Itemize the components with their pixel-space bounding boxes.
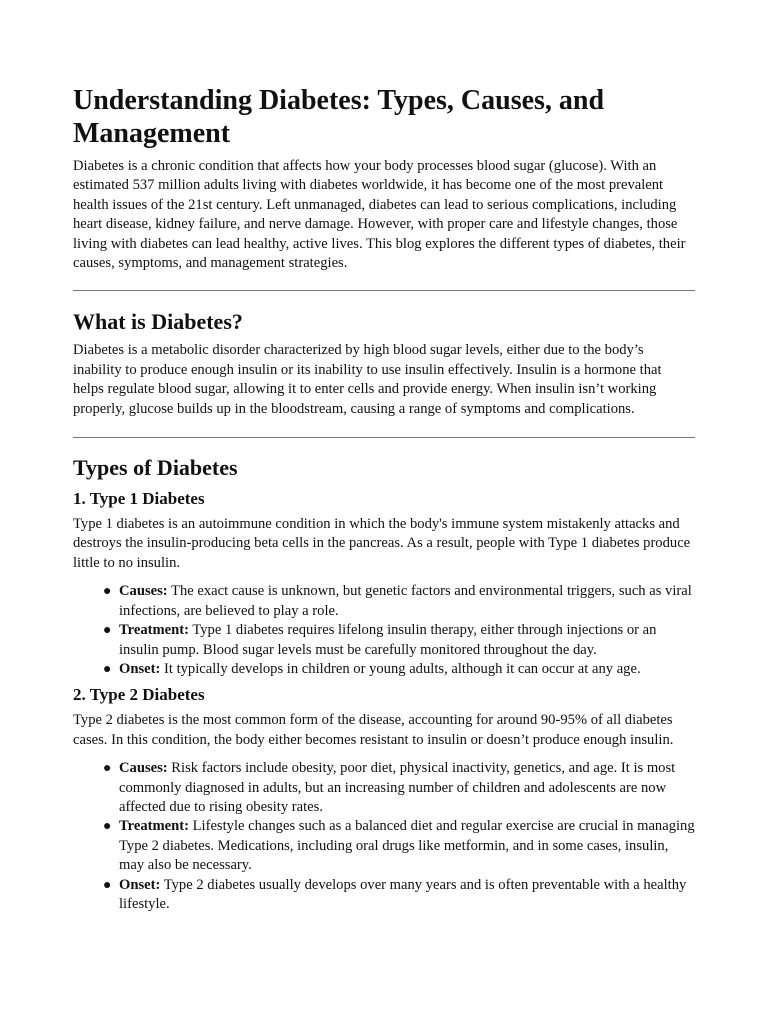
section-divider <box>73 290 695 291</box>
bullet-icon: ● <box>103 877 112 893</box>
list-item <box>103 621 695 660</box>
list-item <box>103 759 695 817</box>
types-heading: Types of Diabetes <box>73 455 238 481</box>
bullet-icon: ● <box>103 584 112 600</box>
section-divider <box>73 437 695 438</box>
bullet-icon: ● <box>103 819 112 835</box>
list-item-label: Onset: <box>119 876 161 893</box>
type2-list <box>73 759 695 914</box>
type2-heading: 2. Type 2 Diabetes <box>73 685 205 705</box>
type1-paragraph: Type 1 diabetes is an autoimmune condition in which the body's immune system mistakenly attacks and destroys the insulin-producing beta cells in the pancreas. As a result, people with Type 1 diabetes produce little to no insulin. <box>73 516 691 571</box>
type1-list <box>73 582 695 679</box>
list-item-text: Risk factors include obesity, poor diet, physical inactivity, genetics, and age. It is most commonly diagnosed in adults, but an increasing number of children and adolescents are now affected due to rising obesity rates. <box>119 760 676 815</box>
list-item <box>103 582 695 621</box>
what-is-diabetes-paragraph: Diabetes is a metabolic disorder characterized by high blood sugar levels, either due to the body’s inability to produce enough insulin or its inability to use insulin effectively. Insulin is a hormone that helps regulate blood sugar, allowing it to enter cells and provide energy. When insulin isn’t working properly, glucose builds up in the bloodstream, causing a range of symptoms and complications. <box>73 342 662 417</box>
list-item <box>103 817 695 875</box>
list-item-label: Causes: <box>119 760 168 777</box>
bullet-icon: ● <box>103 623 112 639</box>
list-item-text: It typically develops in children or young adults, although it can occur at any age. <box>160 660 641 677</box>
type2-paragraph: Type 2 diabetes is the most common form of the disease, accounting for around 90-95% of all diabetes cases. In this condition, the body either becomes resistant to insulin or doesn’t produce enough insulin. <box>73 712 674 748</box>
list-item-text: Type 2 diabetes usually develops over many years and is often preventable with a healthy lifestyle. <box>119 876 687 912</box>
list-item <box>103 876 695 915</box>
bullet-icon: ● <box>103 661 112 677</box>
list-item-text: Lifestyle changes such as a balanced diet and regular exercise are crucial in managing Type 2 diabetes. Medications, including oral drugs like metformin, and in some cases, insulin, may also be necessary. <box>119 818 695 874</box>
list-item-text: The exact cause is unknown, but genetic factors and environmental triggers, such as viral infections, are believed to play a role. <box>119 583 692 619</box>
list-item-label: Treatment: <box>119 622 189 639</box>
list-item-text: Type 1 diabetes requires lifelong insulin therapy, either through injections or an insulin pump. Blood sugar levels must be carefully monitored throughout the day. <box>119 622 657 658</box>
bullet-icon: ● <box>103 761 112 777</box>
page-title: Understanding Diabetes: Types, Causes, and Management <box>73 85 605 149</box>
list-item <box>103 660 695 679</box>
list-item-label: Causes: <box>119 583 168 600</box>
type1-heading: 1. Type 1 Diabetes <box>73 489 205 509</box>
what-is-diabetes-heading: What is Diabetes? <box>73 309 243 335</box>
intro-paragraph: Diabetes is a chronic condition that affects how your body processes blood sugar (glucose). With an estimated 537 million adults living with diabetes worldwide, it has become one of the most prevalent health issues of the 21st century. Left unmanaged, diabetes can lead to serious complications, including heart disease, kidney failure, and nerve damage. However, with proper care and lifestyle changes, those living with diabetes can lead healthy, active lives. This blog explores the different types of diabetes, their causes, symptoms, and management strategies. <box>73 158 686 272</box>
list-item-label: Onset: <box>119 660 161 677</box>
list-item-label: Treatment: <box>119 818 189 835</box>
